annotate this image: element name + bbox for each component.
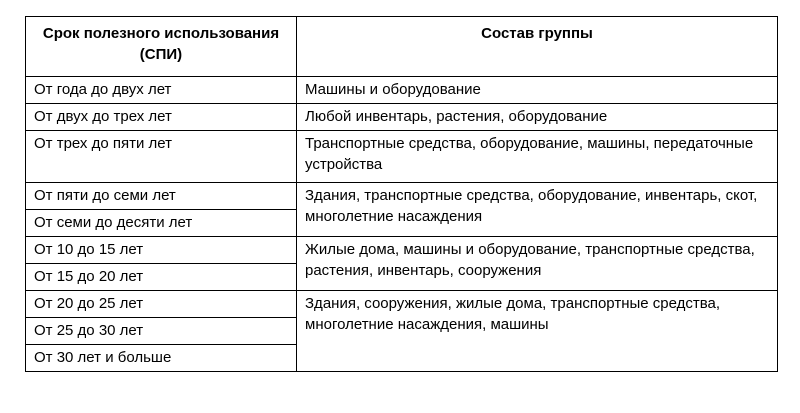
table-row [26,237,778,264]
table-row [26,77,778,104]
table-row [26,183,778,210]
term-cell: От года до двух лет [26,77,297,104]
group-cell: Любой инвентарь, растения, оборудование [297,104,778,131]
header-useful-life-line1: Срок полезного использования [42,25,280,42]
group-cell: Транспортные средства, оборудование, машины, передаточные устройства [297,131,778,183]
term-cell: От 10 до 15 лет [26,237,297,264]
header-group-composition: Состав группы [297,17,778,77]
term-cell: От трех до пяти лет [26,131,297,183]
group-cell: Жилые дома, машины и оборудование, транспортные средства, растения, инвентарь, сооружения [297,237,778,291]
term-cell: От 20 до 25 лет [26,291,297,318]
group-cell: Машины и оборудование [297,77,778,104]
term-cell: От 25 до 30 лет [26,318,297,345]
group-cell: Здания, сооружения, жилые дома, транспортные средства, многолетние насаждения, машины [297,291,778,372]
table-row [26,131,778,183]
term-cell: От 30 лет и больше [26,345,297,372]
group-cell: Здания, транспортные средства, оборудование, инвентарь, скот, многолетние насаждения [297,183,778,237]
term-cell: От семи до десяти лет [26,210,297,237]
header-row [26,17,778,77]
term-cell: От двух до трех лет [26,104,297,131]
table-row [26,291,778,318]
useful-life-table [25,16,778,372]
header-useful-life [26,17,297,77]
term-cell: От 15 до 20 лет [26,264,297,291]
header-useful-life-line2: (СПИ) [139,46,183,63]
term-cell: От пяти до семи лет [26,183,297,210]
table-row [26,104,778,131]
